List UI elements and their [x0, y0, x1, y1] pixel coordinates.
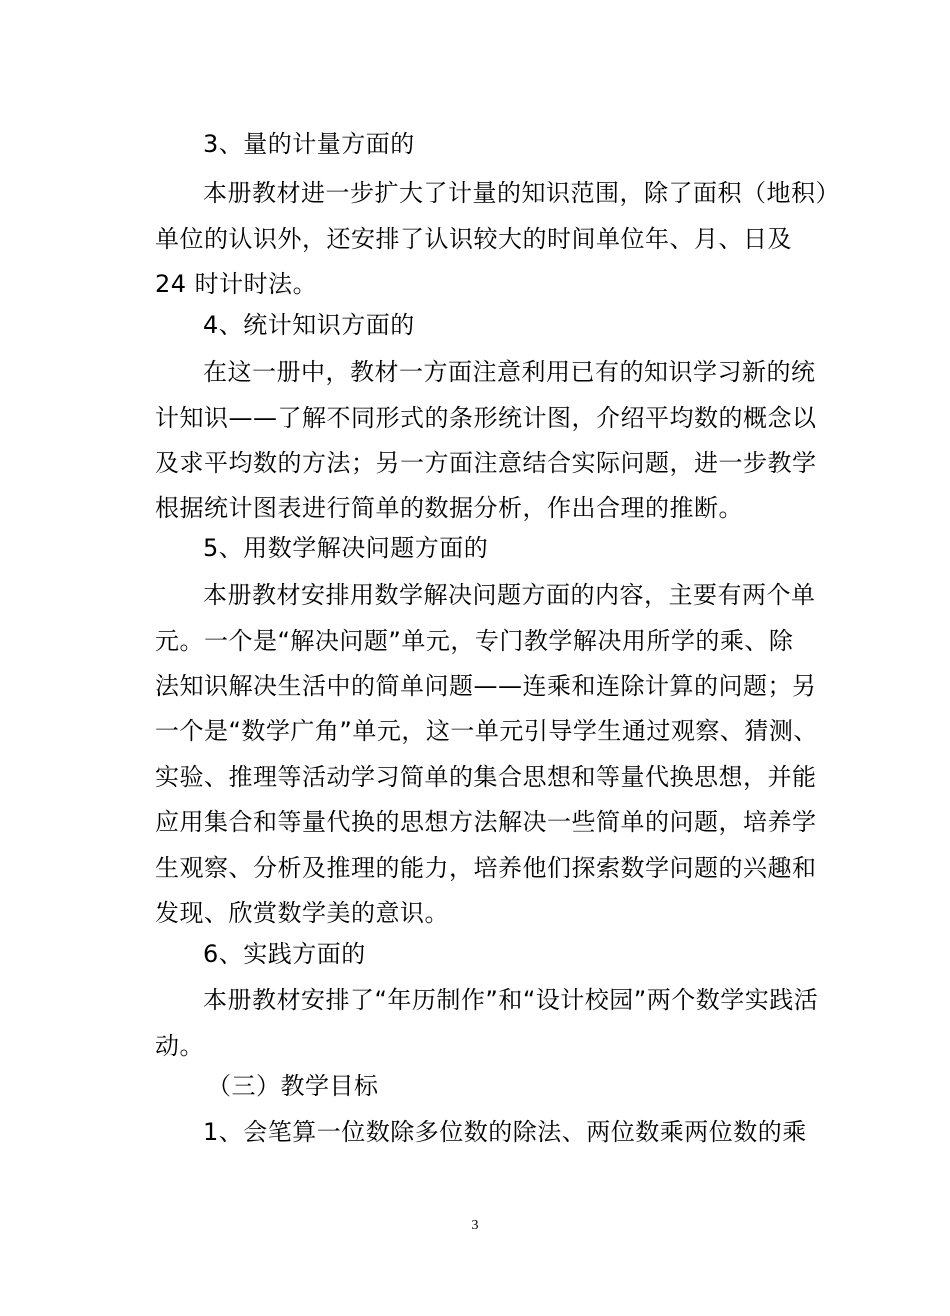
section-heading-practice: 6、实践方面的 — [203, 940, 366, 968]
paragraph-line: 本册教材安排了“年历制作”和“设计校园”两个数学实践活 — [203, 986, 819, 1014]
paragraph-line: 计知识——了解不同形式的条形统计图，介绍平均数的概念以 — [155, 404, 817, 432]
paragraph-line: 本册教材安排用数学解决问题方面的内容，主要有两个单 — [203, 581, 816, 609]
section-heading-problem-solving: 5、用数学解决问题方面的 — [203, 534, 489, 562]
paragraph-line: 生观察、分析及推理的能力，培养他们探索数学问题的兴趣和 — [155, 854, 817, 882]
section-heading-teaching-goals: （三）教学目标 — [207, 1072, 379, 1100]
paragraph-line: 本册教材进一步扩大了计量的知识范围，除了面积（地积） — [203, 179, 840, 207]
paragraph-line: 应用集合和等量代换的思想方法解决一些简单的问题，培养学 — [155, 808, 817, 836]
paragraph-line: 动。 — [155, 1032, 204, 1060]
paragraph-line: 单位的认识外，还安排了认识较大的时间单位年、月、日及 — [155, 225, 792, 253]
section-heading-measurement: 3、量的计量方面的 — [203, 130, 415, 158]
paragraph-line: 法知识解决生活中的简单问题——连乘和连除计算的问题；另 — [155, 672, 817, 700]
paragraph-line: 在这一册中，教材一方面注意利用已有的知识学习新的统 — [203, 358, 816, 386]
paragraph-line: 发现、欣赏数学美的意识。 — [155, 899, 449, 927]
section-heading-statistics: 4、统计知识方面的 — [203, 311, 415, 339]
paragraph-line: 24 时计时法。 — [155, 270, 318, 298]
paragraph-line: 1、会笔算一位数除多位数的除法、两位数乘两位数的乘 — [203, 1118, 807, 1146]
paragraph-line: 及求平均数的方法；另一方面注意结合实际问题，进一步教学 — [155, 449, 817, 477]
paragraph-line: 实验、推理等活动学习简单的集合思想和等量代换思想，并能 — [155, 763, 817, 791]
page-number: 3 — [471, 1218, 479, 1233]
paragraph-line: 一个是“数学广角”单元，这一单元引导学生通过观察、猜测、 — [155, 717, 818, 745]
paragraph-line: 元。一个是“解决问题”单元，专门教学解决用所学的乘、除 — [155, 627, 794, 655]
paragraph-line: 根据统计图表进行简单的数据分析，作出合理的推断。 — [155, 494, 743, 522]
